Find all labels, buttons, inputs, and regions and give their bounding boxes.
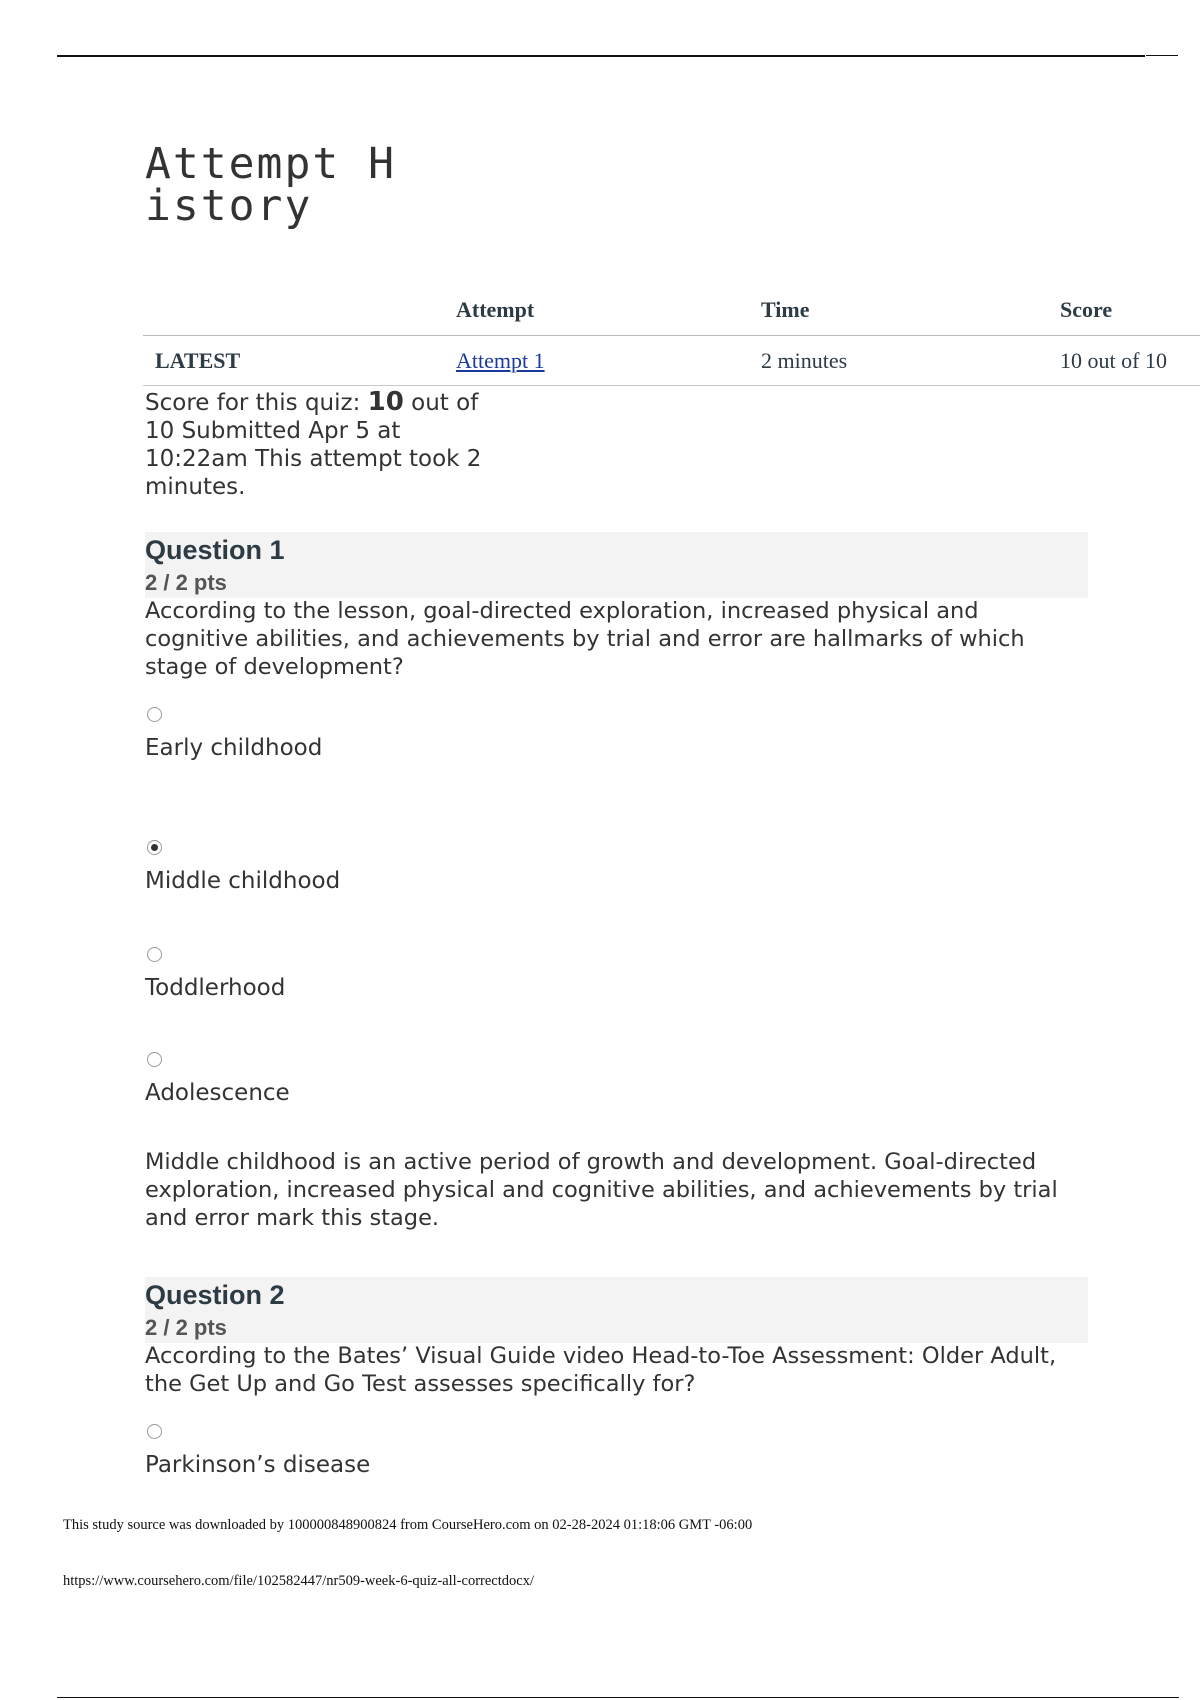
score-cell: 10 out of 10 (1060, 336, 1200, 386)
question-2-points: 2 / 2 pts (145, 1315, 227, 1340)
score-prefix: Score for this quiz: (145, 390, 368, 416)
latest-label: LATEST (143, 336, 456, 386)
score-summary (145, 388, 485, 501)
attempt-history-table (143, 285, 1200, 386)
question-1-title: Question 1 (145, 535, 285, 565)
table-header-row (143, 285, 1200, 336)
question-1-header (145, 532, 1088, 598)
attempt-cell (456, 336, 761, 386)
question-2-header (145, 1277, 1088, 1343)
page-title: Attempt History (145, 139, 396, 231)
question-2-text: According to the Bates’ Visual Guide video Head-to-Toe Assessment: Older Adult, the Get Up and Go Test assesses specifically for? (145, 1343, 1057, 1397)
score-value: 10 (367, 387, 404, 417)
question-1-text: According to the lesson, goal-directed exploration, increased physical and cognitive abilities, and achievements by trial and error are hallmarks of which stage of development? (145, 598, 1025, 680)
option-label-middle-childhood: Middle childhood (145, 868, 341, 894)
table-row (143, 336, 1200, 386)
option-radio-early-childhood[interactable] (147, 707, 162, 722)
option-radio-middle-childhood[interactable] (147, 840, 162, 855)
option-label-parkinsons: Parkinson’s disease (145, 1452, 371, 1478)
option-label-toddlerhood: Toddlerhood (145, 975, 286, 1001)
header-score: Score (1060, 285, 1200, 336)
header-time: Time (761, 285, 1060, 336)
bottom-rule (57, 1697, 1179, 1698)
header-attempt: Attempt (456, 285, 761, 336)
score-suffix: out of 10 Submitted Apr 5 at 10:22am This attempt took 2 minutes. (145, 390, 482, 500)
option-label-early-childhood: Early childhood (145, 735, 323, 761)
top-rule-tail (1146, 55, 1178, 56)
option-radio-adolescence[interactable] (147, 1052, 162, 1067)
top-rule (57, 55, 1145, 57)
attempt-link[interactable]: Attempt 1 (456, 347, 545, 373)
option-radio-toddlerhood[interactable] (147, 947, 162, 962)
question-2-title: Question 2 (145, 1280, 285, 1310)
header-blank (143, 285, 456, 336)
question-1-points: 2 / 2 pts (145, 570, 227, 595)
source-url: https://www.coursehero.com/file/102582447/nr509-week-6-quiz-all-correctdocx/ (63, 1573, 534, 1589)
option-radio-parkinsons[interactable] (147, 1424, 162, 1439)
question-1-explanation: Middle childhood is an active period of growth and development. Goal-directed exploration, increased physical and cognitive abilities, and achievements by trial and error mark this stage. (145, 1149, 1058, 1231)
option-label-adolescence: Adolescence (145, 1080, 290, 1106)
time-cell: 2 minutes (761, 336, 1060, 386)
download-source-note: This study source was downloaded by 100000848900824 from CourseHero.com on 02-28-2024 01:18:06 GMT -06:00 (63, 1517, 753, 1533)
